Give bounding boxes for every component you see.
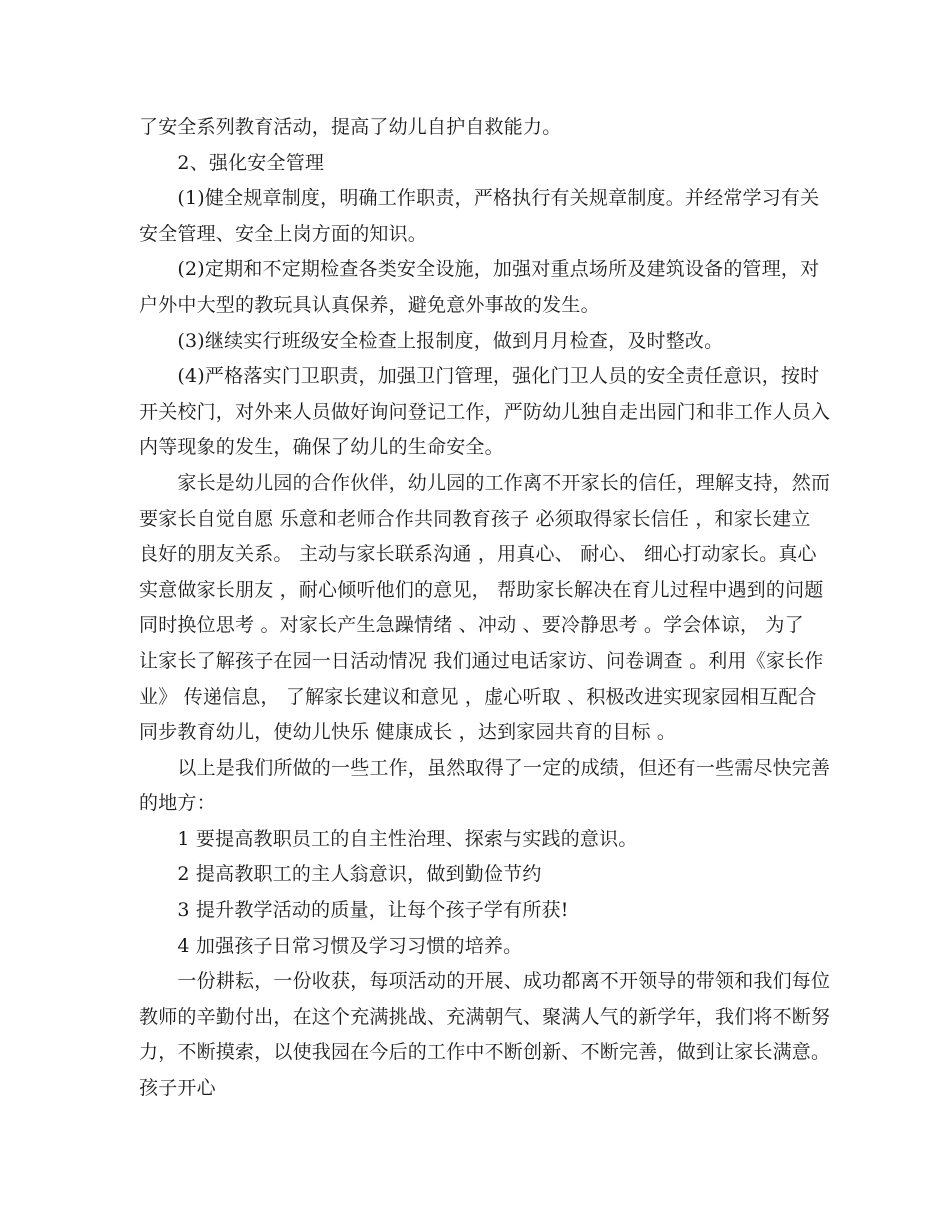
text-line: 以上是我们所做的一些工作，虽然取得了一定的成绩，但还有一些需尽快完善 bbox=[139, 756, 831, 779]
text-line: 同时换位思考 。对家长产生急躁情绪 、冲动 、要冷静思考 。学会体谅， 为了 bbox=[139, 614, 804, 637]
text-line: (1)健全规章制度，明确工作职责，严格执行有关规章制度。并经常学习有关 bbox=[139, 187, 820, 210]
text-line: 同步教育幼儿，使幼儿快乐 健康成长 ，达到家园共育的目标 。 bbox=[139, 721, 677, 744]
text-line: (4)严格落实门卫职责，加强卫门管理，强化门卫人员的安全责任意识，按时 bbox=[139, 365, 820, 388]
text-line: 一份耕耘，一份收获，每项活动的开展、成功都离不开领导的带领和我们每位 bbox=[139, 970, 831, 993]
text-line: 安全管理、安全上岗方面的知识。 bbox=[139, 222, 428, 245]
text-line: 户外中大型的教玩具认真保养，避免意外事故的发生。 bbox=[139, 293, 600, 316]
text-line: 3 提升教学活动的质量，让每个孩子学有所获! bbox=[139, 899, 569, 922]
text-line: 家长是幼儿园的合作伙伴，幼儿园的工作离不开家长的信任，理解支持，然而 bbox=[139, 471, 831, 494]
text-line: 2 提高教职工的主人翁意识，做到勤俭节约 bbox=[139, 863, 542, 886]
text-line: 孩子开心 bbox=[139, 1077, 216, 1100]
text-line: 1 要提高教职员工的自主性治理、探索与实践的意识。 bbox=[139, 827, 638, 850]
text-line: 的地方： bbox=[139, 792, 216, 815]
text-line: 了安全系列教育活动，提高了幼儿自护自救能力。 bbox=[139, 116, 562, 138]
text-line: 开关校门，对外来人员做好询问登记工作，严防幼儿独自走出园门和非工作人员入 bbox=[139, 400, 831, 423]
text-line: 内等现象的发生，确保了幼儿的生命安全。 bbox=[139, 436, 504, 459]
text-line: 2、强化安全管理 bbox=[139, 151, 325, 174]
text-line: 力，不断摸索，以使我园在今后的工作中不断创新、不断完善，做到让家长满意。 bbox=[139, 1041, 831, 1064]
text-line: 良好的朋友关系。 主动与家长联系沟通 ，用真心、 耐心、 细心打动家长。真心 bbox=[139, 543, 817, 566]
text-line: 4 加强孩子日常习惯及学习习惯的培养。 bbox=[139, 934, 523, 957]
text-line: 业》 传递信息， 了解家长建议和意见 ，虚心听取 、积极改进实现家园相互配合 bbox=[139, 685, 817, 708]
text-line: 让家长了解孩子在园一日活动情况 我们通过电话家访、问卷调查 。利用《家长作 bbox=[139, 649, 824, 672]
text-line: (3)继续实行班级安全检查上报制度，做到月月检查，及时整改。 bbox=[139, 329, 724, 352]
text-line: 要家长自觉自愿 乐意和老师合作共同教育孩子 必须取得家长信任 ，和家长建立 bbox=[139, 507, 811, 530]
text-line: 教师的辛勤付出，在这个充满挑战、充满朝气、聚满人气的新学年，我们将不断努 bbox=[139, 1005, 831, 1028]
text-line: (2)定期和不定期检查各类安全设施，加强对重点场所及建筑设备的管理，对 bbox=[139, 258, 820, 281]
document-body bbox=[139, 110, 831, 1107]
text-line: 实意做家长朋友 ，耐心倾听他们的意见， 帮助家长解决在育儿过程中遇到的问题 bbox=[139, 578, 824, 601]
